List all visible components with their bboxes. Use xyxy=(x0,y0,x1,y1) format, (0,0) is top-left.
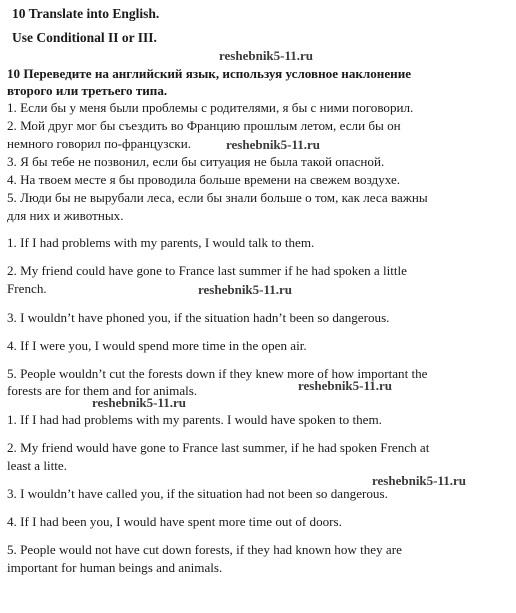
answer-b-3: 3. I wouldn’t have called you, if the situation had not been so dangerous. xyxy=(7,486,388,501)
answer-b-2-cont: least a litte. xyxy=(7,458,67,473)
answer-b-2: 2. My friend would have gone to France last summer, if he had spoken French at xyxy=(7,440,430,455)
answer-a-5-cont: forests are for them and for animals. xyxy=(7,383,198,398)
exercise-instruction: Use Conditional II or III. xyxy=(12,30,157,45)
russian-heading-line-2: второго или третьего типа. xyxy=(7,83,168,98)
russian-item-2: 2. Мой друг мог бы съездить во Францию прошлым летом, если бы он xyxy=(7,118,401,133)
watermark: reshebnik5-11.ru xyxy=(298,378,393,393)
russian-item-5: 5. Люди бы не вырубали леса, если бы знали больше о том, как леса важны xyxy=(7,190,428,205)
russian-item-5-cont: для них и животных. xyxy=(7,208,124,223)
russian-heading-line-1: 10 Переведите на английский язык, используя условное наклонение xyxy=(7,66,412,81)
answer-a-5: 5. People wouldn’t cut the forests down if they knew more of how important the xyxy=(7,366,428,381)
answer-a-3: 3. I wouldn’t have phoned you, if the situation hadn’t been so dangerous. xyxy=(7,310,390,325)
watermark: reshebnik5-11.ru xyxy=(92,395,187,410)
russian-item-4: 4. На твоем месте я бы проводила больше времени на свежем воздухе. xyxy=(7,172,401,187)
watermark: reshebnik5-11.ru xyxy=(226,137,321,152)
russian-item-2-cont: немного говорил по-французски. xyxy=(7,136,192,151)
answer-b-4: 4. If I had been you, I would have spent more time out of doors. xyxy=(7,514,342,529)
exercise-title: 10 Translate into English. xyxy=(12,6,160,21)
answer-a-2: 2. My friend could have gone to France last summer if he had spoken a little xyxy=(7,263,407,278)
russian-item-1: 1. Если бы у меня были проблемы с родителями, я бы с ними поговорил. xyxy=(7,100,414,115)
russian-item-3: 3. Я бы тебе не позвонил, если бы ситуация не была такой опасной. xyxy=(7,154,385,169)
answer-b-1: 1. If I had had problems with my parents. I would have spoken to them. xyxy=(7,412,382,427)
answer-a-4: 4. If I were you, I would spend more time in the open air. xyxy=(7,338,307,353)
answer-a-1: 1. If I had problems with my parents, I would talk to them. xyxy=(7,235,315,250)
watermark: reshebnik5-11.ru xyxy=(219,48,314,63)
answer-b-5-cont: important for human beings and animals. xyxy=(7,560,223,575)
watermark: reshebnik5-11.ru xyxy=(198,282,293,297)
answer-b-5: 5. People would not have cut down forests, if they had known how they are xyxy=(7,542,402,557)
answer-a-2-cont: French. xyxy=(7,281,47,296)
watermark: reshebnik5-11.ru xyxy=(372,473,467,488)
